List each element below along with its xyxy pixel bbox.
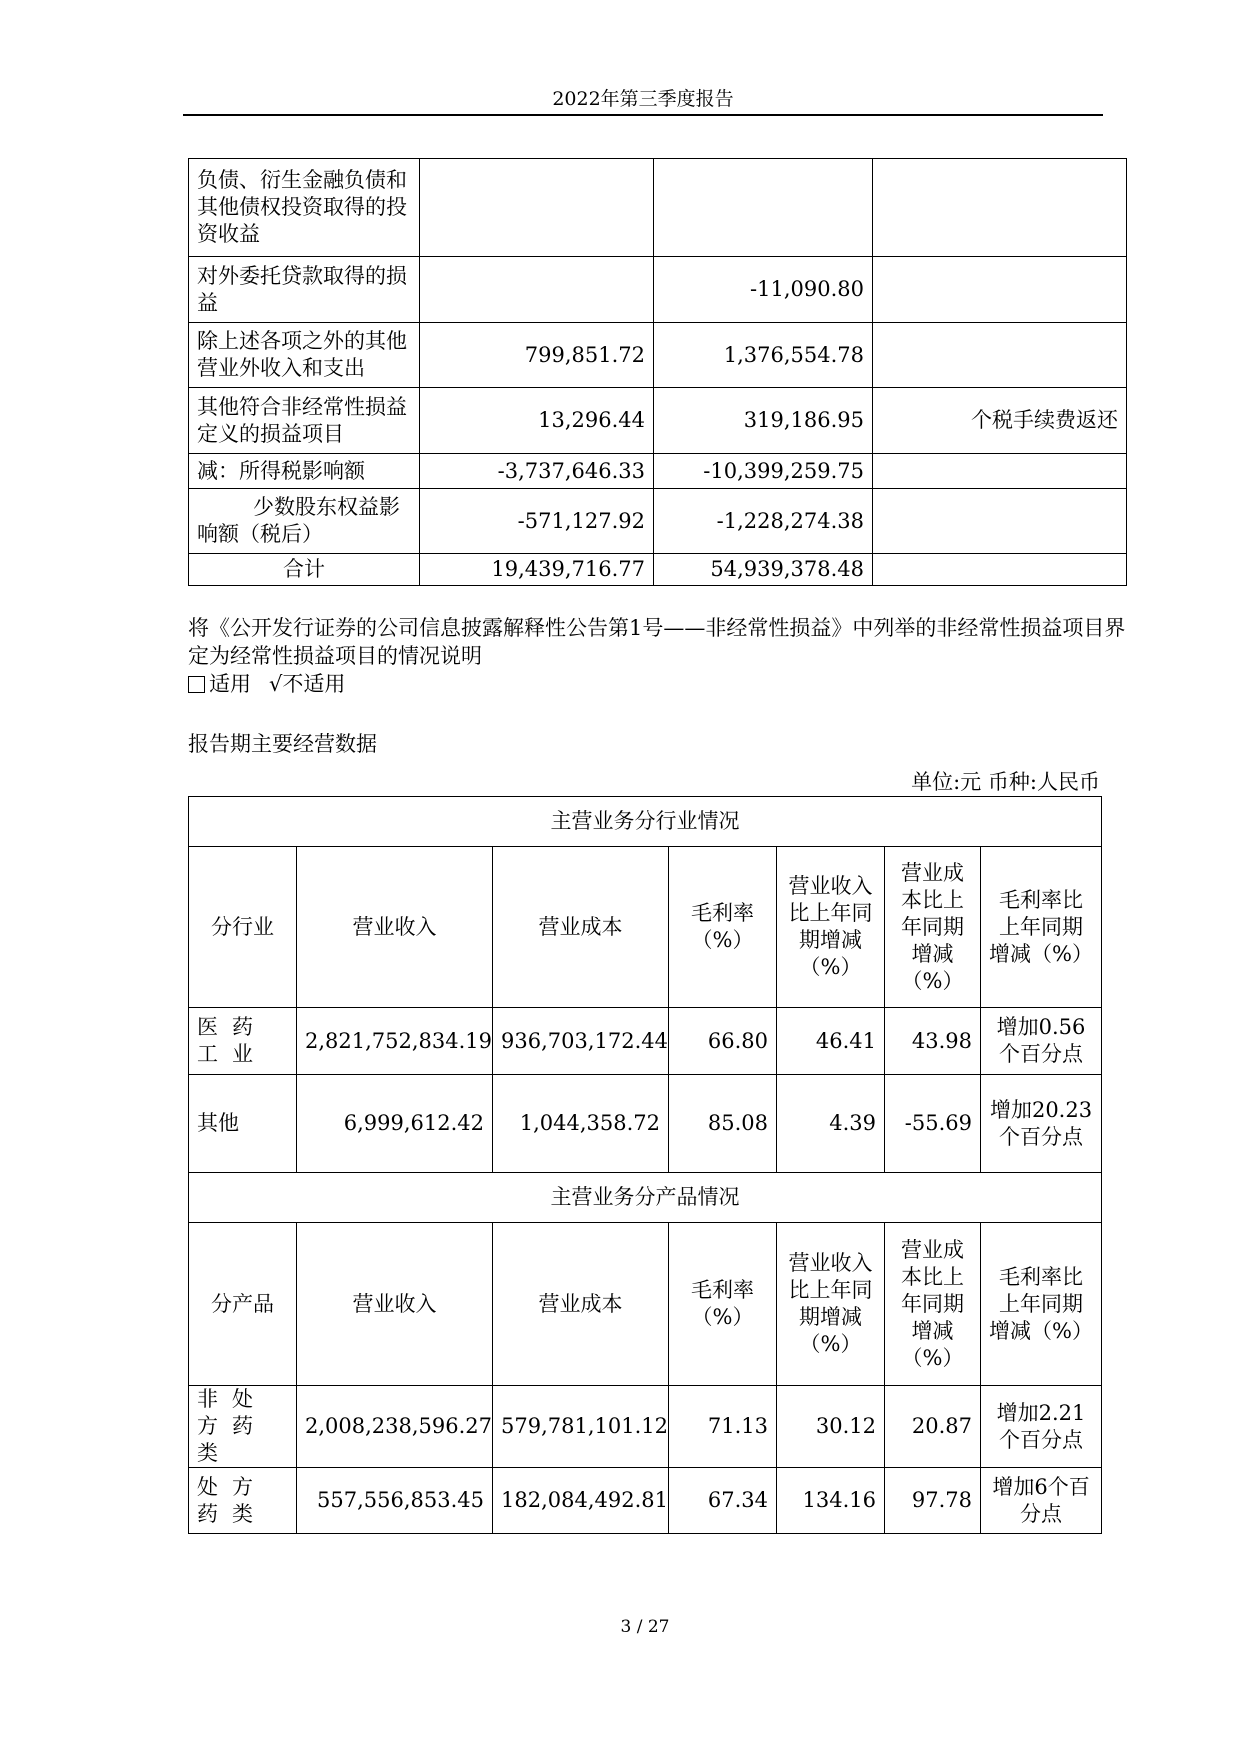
item-cell: 除上述各项之外的其他营业外收入和支出 (189, 323, 420, 388)
item-cell: 对外委托贷款取得的损益 (189, 257, 420, 323)
margin-change-cell: 增加6个百分点 (981, 1468, 1102, 1534)
header-cell: 营业收入比上年同期增减（%） (777, 1223, 885, 1386)
revenue-change-cell: 134.16 (777, 1468, 885, 1534)
page-header: 2022年第三季度报告 (552, 88, 734, 110)
header-cell: 营业收入 (297, 1223, 493, 1386)
total-row (189, 554, 1127, 586)
segment-name-cell: 非处方药类 (189, 1386, 297, 1468)
note-cell (873, 159, 1127, 257)
header-cell: 毛利率（%） (669, 1223, 777, 1386)
revenue-change-cell: 4.39 (777, 1075, 885, 1173)
margin-change-cell: 增加0.56个百分点 (981, 1008, 1102, 1075)
cost-cell: 936,703,172.44 (493, 1008, 669, 1075)
nonrecurring-gains-table (188, 158, 1127, 586)
margin-cell: 66.80 (669, 1008, 777, 1075)
table-row (189, 388, 1127, 454)
ytd-cell: -10,399,259.75 (654, 454, 873, 489)
header-cell: 营业收入 (297, 847, 493, 1008)
note-cell: 个税手续费返还 (873, 388, 1127, 454)
current-period-cell: 13,296.44 (420, 388, 654, 454)
table-row (189, 1075, 1102, 1173)
explanation-text: 将《公开发行证券的公司信息披露解释性公告第1号——非经常性损益》中列举的非经常性损益项目界定为经常性损益项目的情况说明 (188, 616, 1126, 668)
cost-change-cell: -55.69 (885, 1075, 981, 1173)
option-not-applicable: √不适用 (269, 672, 346, 696)
ytd-cell: -1,228,274.38 (654, 489, 873, 554)
header-row (189, 1223, 1102, 1386)
revenue-change-cell: 46.41 (777, 1008, 885, 1075)
cost-cell: 579,781,101.12 (493, 1386, 669, 1468)
item-cell: 少数股东权益影响额（税后） (189, 489, 420, 554)
current-period-cell: 799,851.72 (420, 323, 654, 388)
item-cell: 负债、衍生金融负债和其他债权投资取得的投资收益 (189, 159, 420, 257)
revenue-cell: 557,556,853.45 (297, 1468, 493, 1534)
header-cell: 毛利率比上年同期增减（%） (981, 1223, 1102, 1386)
cost-cell: 182,084,492.81 (493, 1468, 669, 1534)
header-cell: 分行业 (189, 847, 297, 1008)
operations-table (188, 796, 1102, 1534)
ytd-cell (654, 159, 873, 257)
table-row (189, 454, 1127, 489)
product-section-title: 主营业务分产品情况 (189, 1173, 1102, 1223)
ytd-cell: 319,186.95 (654, 388, 873, 454)
current-period-cell: -3,737,646.33 (420, 454, 654, 489)
current-period-cell: 19,439,716.77 (420, 554, 654, 586)
revenue-cell: 6,999,612.42 (297, 1075, 493, 1173)
ytd-cell: 1,376,554.78 (654, 323, 873, 388)
item-cell: 其他符合非经常性损益定义的损益项目 (189, 388, 420, 454)
current-period-cell (420, 257, 654, 323)
revenue-change-cell: 30.12 (777, 1386, 885, 1468)
section-title-row (189, 1173, 1102, 1223)
note-cell (873, 489, 1127, 554)
header-cell: 分产品 (189, 1223, 297, 1386)
header-cell: 营业成本 (493, 1223, 669, 1386)
header-cell: 营业成本比上年同期增减（%） (885, 847, 981, 1008)
table-row (189, 489, 1127, 554)
cost-change-cell: 20.87 (885, 1386, 981, 1468)
page-number: 3 / 27 (620, 1617, 670, 1637)
industry-section-title: 主营业务分行业情况 (189, 797, 1102, 847)
item-cell: 合计 (189, 554, 420, 586)
ytd-cell: 54,939,378.48 (654, 554, 873, 586)
table-row (189, 257, 1127, 323)
current-period-cell (420, 159, 654, 257)
header-cell: 毛利率（%） (669, 847, 777, 1008)
header-cell: 毛利率比上年同期增减（%） (981, 847, 1102, 1008)
revenue-cell: 2,008,238,596.27 (297, 1386, 493, 1468)
unit-note: 单位:元 币种:人民币 (911, 770, 1100, 794)
table-row (189, 159, 1127, 257)
margin-change-cell: 增加20.23个百分点 (981, 1075, 1102, 1173)
margin-change-cell: 增加2.21个百分点 (981, 1386, 1102, 1468)
note-cell (873, 454, 1127, 489)
cost-change-cell: 43.98 (885, 1008, 981, 1075)
table-row (189, 1008, 1102, 1075)
segment-name-cell: 其他 (189, 1075, 297, 1173)
header-cell: 营业成本 (493, 847, 669, 1008)
item-cell: 减：所得税影响额 (189, 454, 420, 489)
section-title-row (189, 797, 1102, 847)
note-cell (873, 323, 1127, 388)
cost-cell: 1,044,358.72 (493, 1075, 669, 1173)
current-period-cell: -571,127.92 (420, 489, 654, 554)
applicability-options (188, 670, 345, 698)
table-row (189, 323, 1127, 388)
header-cell: 营业成本比上年同期增减（%） (885, 1223, 981, 1386)
segment-name-cell: 医药工业 (189, 1008, 297, 1075)
margin-cell: 67.34 (669, 1468, 777, 1534)
margin-cell: 85.08 (669, 1075, 777, 1173)
note-cell (873, 554, 1127, 586)
option-applicable: 适用 (209, 672, 251, 696)
margin-cell: 71.13 (669, 1386, 777, 1468)
note-cell (873, 257, 1127, 323)
revenue-cell: 2,821,752,834.19 (297, 1008, 493, 1075)
ytd-cell: -11,090.80 (654, 257, 873, 323)
header-divider (183, 114, 1103, 116)
segment-name-cell: 处方药类 (189, 1468, 297, 1534)
header-cell: 营业收入比上年同期增减（%） (777, 847, 885, 1008)
checkbox-icon (188, 676, 205, 693)
section-title: 报告期主要经营数据 (188, 732, 377, 756)
cost-change-cell: 97.78 (885, 1468, 981, 1534)
table-row (189, 1468, 1102, 1534)
header-row (189, 847, 1102, 1008)
table-row (189, 1386, 1102, 1468)
